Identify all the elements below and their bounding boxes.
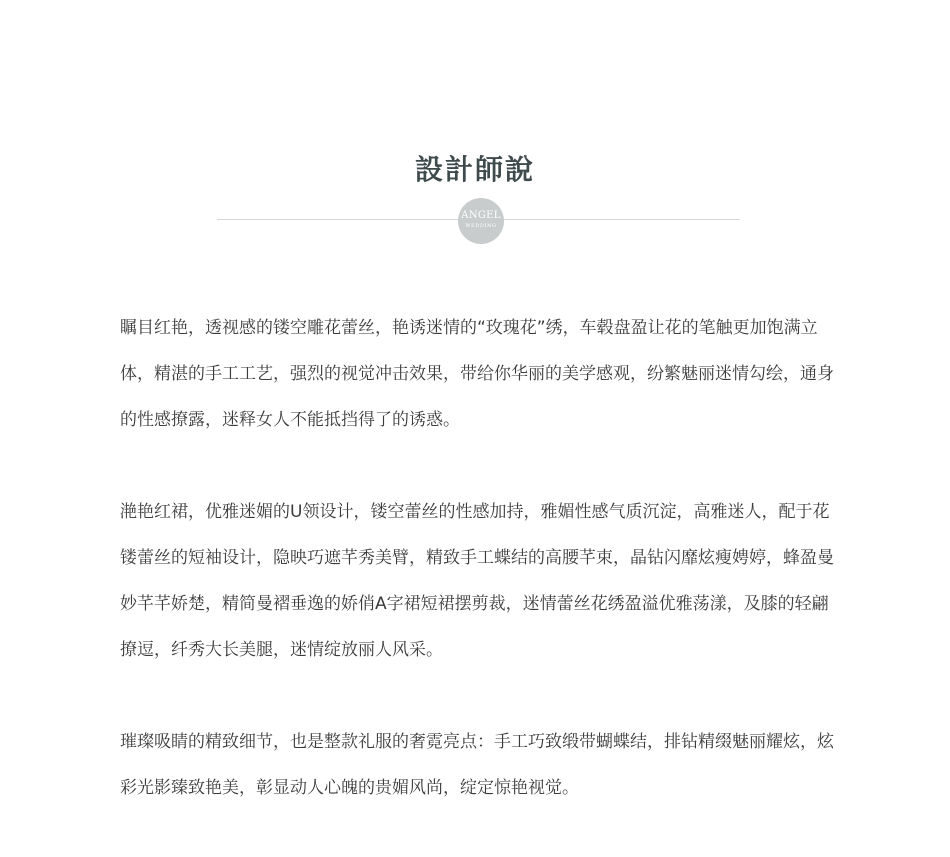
page-title: 設計師說 <box>414 153 535 186</box>
badge-line-1: ANGEL <box>461 210 501 221</box>
paragraph-1: 瞩目红艳，透视感的镂空雕花蕾丝，艳诱迷情的“玫瑰花”绣，车毂盘盈让花的笔触更加饱满立体，精湛的手工工艺，强烈的视觉冲击效果，带给你华丽的美学感观，纷繁魅丽迷情勾绘，通身的性感撩露，迷释女人不能抵挡得了的诱惑。 <box>120 318 834 430</box>
paragraph-2: 滟艳红裙，优雅迷媚的U领设计，镂空蕾丝的性感加持，雅媚性感气质沉淀，高雅迷人，配于花镂蕾丝的短袖设计，隐映巧遮芊秀美臂，精致手工蝶结的高腰芊束，晶钻闪靡炫瘦娉婷，蜂盈曼妙芊芊娇楚，精简曼褶垂逸的娇俏A字裙短裙摆剪裁，迷情蕾丝花绣盈溢优雅荡漾，及膝的轻翩撩逗，纤秀大长美腿，迷情绽放丽人风采。 <box>120 502 834 660</box>
badge-line-2: WEDDING <box>465 223 497 229</box>
brand-logo-badge <box>458 198 504 244</box>
paragraph-3: 璀璨吸睛的精致细节，也是整款礼服的奢霓亮点：手工巧致缎带蝴蝶结，排钻精缀魅丽耀炫，炫彩光影臻致艳美，彰显动人心魄的贵媚风尚，绽定惊艳视觉。 <box>120 732 834 798</box>
description-body <box>120 305 840 857</box>
